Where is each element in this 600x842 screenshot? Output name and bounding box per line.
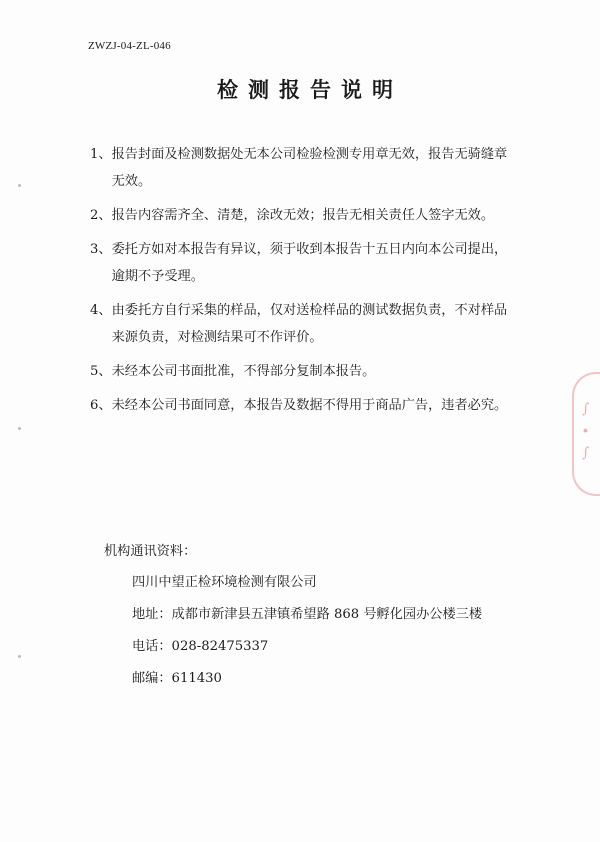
note-item bbox=[90, 236, 518, 290]
note-number: 4、 bbox=[90, 303, 112, 318]
company-name: 四川中望正检环境检测有限公司 bbox=[132, 575, 317, 590]
phone-line: 电话：028-82475337 bbox=[132, 639, 269, 654]
note-item bbox=[90, 358, 518, 385]
note-text: 由委托方自行采集的样品，仅对送检样品的测试数据负责，不对样品来源负责，对检测结果可不作评价。 bbox=[111, 303, 508, 345]
note-text: 报告封面及检测数据处无本公司检验检测专用章无效，报告无骑缝章无效。 bbox=[111, 147, 508, 189]
contact-info bbox=[104, 540, 482, 699]
notes-list bbox=[90, 141, 518, 426]
page-title: 检测报告说明 bbox=[217, 78, 403, 102]
note-item bbox=[90, 141, 518, 195]
note-item bbox=[90, 202, 518, 229]
binding-hole-mark bbox=[18, 655, 21, 658]
note-number: 3、 bbox=[90, 242, 112, 257]
document-code: ZWZJ-04-ZL-046 bbox=[88, 40, 171, 52]
address-line: 地址：成都市新津县五津镇希望路 868 号孵化园办公楼三楼 bbox=[132, 607, 483, 622]
note-text: 报告内容需齐全、清楚，涂改无效；报告无相关责任人签字无效。 bbox=[111, 208, 495, 223]
note-number: 5、 bbox=[90, 364, 112, 379]
binding-hole-mark bbox=[18, 427, 21, 430]
contact-heading: 机构通讯资料： bbox=[104, 544, 197, 559]
note-text: 未经本公司书面批准，不得部分复制本报告。 bbox=[111, 364, 376, 379]
note-text: 未经本公司书面同意，本报告及数据不得用于商品广告，违者必究。 bbox=[111, 398, 508, 413]
note-number: 6、 bbox=[90, 398, 112, 413]
note-text: 委托方如对本报告有异议，须于收到本报告十五日内向本公司提出，逾期不予受理。 bbox=[111, 242, 508, 284]
note-number: 1、 bbox=[90, 147, 112, 162]
note-number: 2、 bbox=[90, 208, 112, 223]
binding-hole-mark bbox=[18, 184, 21, 187]
note-item bbox=[90, 392, 518, 419]
seal-stamp-mark-icon: ∫ ∙ ∫ bbox=[582, 401, 590, 461]
seal-stamp-partial bbox=[572, 372, 600, 496]
postcode-line: 邮编：611430 bbox=[132, 671, 222, 686]
note-item bbox=[90, 297, 518, 351]
